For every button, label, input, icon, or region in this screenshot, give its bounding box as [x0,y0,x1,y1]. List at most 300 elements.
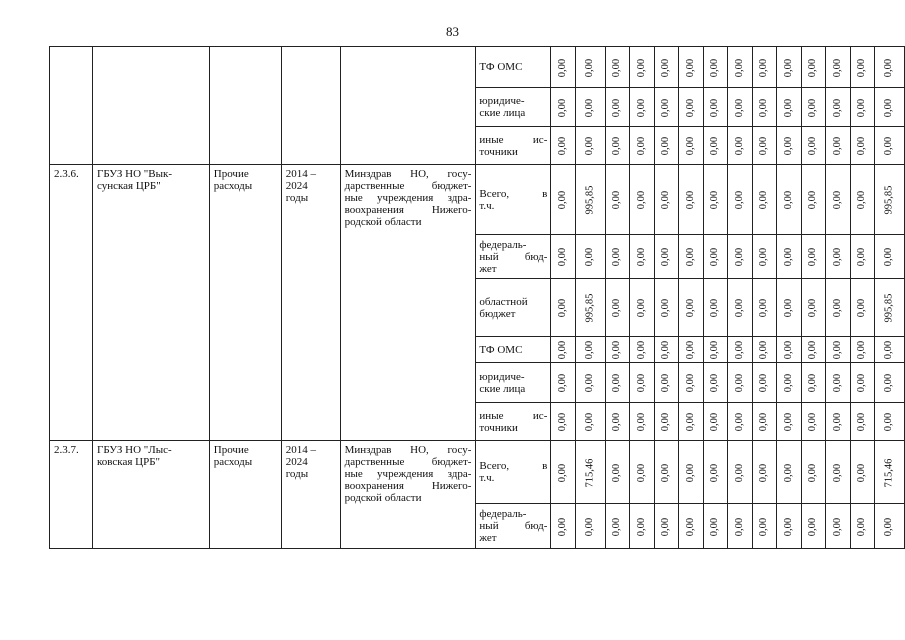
value-cell [875,165,905,235]
value-cell [826,127,850,165]
value-text: 0,00 [782,247,794,267]
value-text: 0,00 [635,98,647,117]
text-line: дарственные бюджет- [344,180,472,192]
value-cell [654,127,678,165]
value-cell [703,504,727,549]
value-text: 0,00 [758,340,770,360]
text-line: 2014 – [285,444,316,456]
value-text: 0,00 [684,247,696,267]
value-cell [703,235,727,279]
value-text: 715,46 [584,458,596,487]
text-line: федераль- [479,508,527,520]
value-cell [630,403,654,441]
value-cell [777,235,801,279]
value-cell [752,165,776,235]
value-cell [679,504,703,549]
value-cell [850,165,874,235]
value-cell [875,337,905,363]
value-cell [875,403,905,441]
value-cell [551,235,575,279]
value-cell [551,165,575,235]
text-line: Всего, в [479,460,548,472]
value-text: 0,00 [807,58,819,77]
value-cell [679,363,703,403]
text-line: Прочие [213,168,249,180]
value-cell [777,88,801,127]
table-row [50,441,905,504]
value-cell [875,88,905,127]
value-text: 0,00 [782,58,794,77]
text-line: федераль- [479,238,527,251]
value-text: 0,00 [660,412,672,432]
value-cell [875,47,905,88]
value-cell [703,441,727,504]
value-cell [575,165,605,235]
text-line: 2024 [285,180,308,192]
value-cell [875,504,905,549]
value-cell [777,504,801,549]
value-cell [575,235,605,279]
value-cell [703,363,727,403]
funding-source-cell [476,88,551,127]
text-line: ные учреждения здра- [344,192,472,204]
value-text: 0,00 [709,98,721,117]
value-text: 995,85 [584,185,596,215]
value-cell [826,403,850,441]
value-text: 0,00 [557,517,569,536]
value-text: 0,00 [635,373,647,393]
value-text: 0,00 [709,298,721,318]
value-cell [630,88,654,127]
value-text: 0,00 [635,190,647,210]
text-line: расходы [213,456,253,468]
value-cell [654,165,678,235]
value-cell [630,337,654,363]
value-text: 0,00 [611,298,623,318]
value-text: 0,00 [733,58,745,77]
value-text: 0,00 [557,373,569,393]
value-text: 0,00 [758,136,770,156]
value-text: 0,00 [856,136,868,156]
value-cell [752,337,776,363]
value-cell [801,235,825,279]
value-cell [752,235,776,279]
value-text: 0,00 [831,373,843,393]
value-cell [679,337,703,363]
value-text: 0,00 [584,373,596,393]
value-cell [703,47,727,88]
value-cell [679,403,703,441]
value-text: 0,00 [758,463,770,482]
period-cell [281,441,340,549]
text-line: Минздрав НО, госу- [344,168,472,180]
value-text: 0,00 [758,58,770,77]
value-text: 0,00 [782,190,794,210]
value-text: 0,00 [831,247,843,267]
value-cell [575,337,605,363]
text-line: родской области [344,492,422,504]
text-line: ТФ ОМС [479,343,523,356]
value-cell [605,363,629,403]
funding-source-cell [476,279,551,337]
value-cell [703,127,727,165]
funding-source-cell [476,235,551,279]
text-line: Прочие [213,444,249,456]
value-cell [801,363,825,403]
value-text: 0,00 [709,190,721,210]
value-cell [826,235,850,279]
value-text: 0,00 [557,463,569,482]
text-line: расходы [213,180,253,192]
value-text: 0,00 [758,517,770,536]
value-cell [630,504,654,549]
value-text: 0,00 [684,373,696,393]
value-text: 0,00 [684,298,696,318]
expense-type-cell [209,165,281,441]
value-text: 0,00 [709,463,721,482]
value-cell [605,165,629,235]
value-cell [777,127,801,165]
funding-source-cell [476,337,551,363]
value-text: 0,00 [611,136,623,156]
value-text: 0,00 [611,373,623,393]
value-text: 0,00 [782,412,794,432]
value-text: 0,00 [831,298,843,318]
value-text: 0,00 [831,412,843,432]
value-cell [826,47,850,88]
value-text: 0,00 [807,412,819,432]
value-text: 0,00 [831,98,843,117]
value-cell [801,504,825,549]
value-text: 0,00 [611,98,623,117]
text-line: т.ч. [479,199,495,212]
value-cell [575,88,605,127]
text-line: ный бюд- [479,520,548,532]
value-text: 0,00 [611,340,623,360]
value-text: 0,00 [709,517,721,536]
value-text: 0,00 [782,98,794,117]
value-cell [679,235,703,279]
value-text: 0,00 [660,190,672,210]
value-cell [575,279,605,337]
text-line: иные ис- [479,409,548,422]
value-text: 0,00 [684,340,696,360]
value-text: 0,00 [807,136,819,156]
text-line: родской области [344,216,422,228]
value-cell [551,47,575,88]
value-text: 0,00 [709,412,721,432]
value-cell [875,127,905,165]
value-cell [801,165,825,235]
value-text: 0,00 [584,136,596,156]
value-text: 0,00 [807,298,819,318]
value-cell [654,504,678,549]
value-cell [826,279,850,337]
value-cell [654,235,678,279]
value-text: 0,00 [611,58,623,77]
value-text: 0,00 [611,463,623,482]
value-cell [703,88,727,127]
value-cell [850,441,874,504]
value-cell [801,47,825,88]
value-text: 0,00 [611,517,623,536]
value-text: 0,00 [883,58,895,77]
value-text: 0,00 [782,517,794,536]
value-text: 0,00 [733,136,745,156]
text-line: Всего, в [479,187,548,200]
value-text: 0,00 [856,58,868,77]
value-text: 0,00 [758,190,770,210]
value-text: 0,00 [635,298,647,318]
funding-source-cell [476,47,551,88]
text-line: областной [479,295,528,308]
value-cell [728,47,752,88]
value-text: 0,00 [709,373,721,393]
value-text: 0,00 [709,58,721,77]
value-text: 0,00 [807,340,819,360]
value-cell [679,88,703,127]
value-cell [777,441,801,504]
value-text: 0,00 [733,98,745,117]
value-text: 0,00 [660,517,672,536]
funding-source-cell [476,504,551,549]
period-cell [281,47,340,165]
value-cell [826,441,850,504]
value-text: 0,00 [733,340,745,360]
value-cell [605,47,629,88]
value-text: 995,85 [883,185,895,215]
value-cell [654,88,678,127]
value-text: 0,00 [584,340,596,360]
funding-source-cell [476,363,551,403]
value-cell [575,441,605,504]
value-text: 0,00 [831,190,843,210]
value-text: 0,00 [684,517,696,536]
value-cell [605,403,629,441]
item-number-cell: 2.3.7. [50,441,93,549]
value-text: 0,00 [660,463,672,482]
value-cell [630,363,654,403]
value-cell [752,47,776,88]
value-cell [703,403,727,441]
value-cell [728,441,752,504]
value-text: 995,85 [883,293,895,323]
value-text: 0,00 [684,136,696,156]
value-text: 0,00 [782,136,794,156]
value-cell [728,337,752,363]
value-cell [551,363,575,403]
value-text: 0,00 [660,247,672,267]
value-text: 0,00 [883,247,895,267]
value-cell [605,279,629,337]
value-text: 0,00 [635,463,647,482]
value-cell [605,441,629,504]
text-line: ковская ЦРБ" [96,456,161,468]
value-text: 0,00 [557,412,569,432]
value-cell [630,279,654,337]
executor-cell [340,441,476,549]
value-cell [850,127,874,165]
value-cell [551,504,575,549]
value-text: 0,00 [807,190,819,210]
value-cell [850,504,874,549]
funding-source-cell [476,403,551,441]
value-cell [575,403,605,441]
value-text: 0,00 [733,412,745,432]
value-text: 0,00 [660,373,672,393]
value-cell [654,279,678,337]
value-text: 0,00 [883,373,895,393]
value-cell [777,403,801,441]
value-cell [801,88,825,127]
value-cell [826,337,850,363]
value-text: 0,00 [831,136,843,156]
value-text: 0,00 [684,463,696,482]
value-text: 0,00 [611,247,623,267]
value-text: 0,00 [782,463,794,482]
value-cell [777,165,801,235]
value-cell [777,47,801,88]
value-text: 0,00 [635,412,647,432]
value-cell [654,403,678,441]
value-cell [801,337,825,363]
value-cell [850,47,874,88]
value-text: 0,00 [684,412,696,432]
text-line: ГБУЗ НО "Вык- [96,168,173,180]
text-line: ГБУЗ НО "Лыс- [96,444,172,456]
value-text: 0,00 [831,463,843,482]
value-text: 0,00 [635,517,647,536]
value-cell [679,127,703,165]
value-text: 0,00 [557,98,569,117]
value-cell [654,337,678,363]
value-text: 0,00 [584,98,596,117]
value-text: 0,00 [733,463,745,482]
institution-name-cell [92,47,209,165]
value-text: 0,00 [709,247,721,267]
executor-cell [340,47,476,165]
value-text: 0,00 [856,247,868,267]
value-cell [630,127,654,165]
value-cell [777,337,801,363]
value-cell [826,363,850,403]
table-row [50,47,905,88]
value-text: 0,00 [733,373,745,393]
text-line: годы [285,468,309,480]
value-cell [850,363,874,403]
value-cell [752,504,776,549]
value-cell [703,279,727,337]
value-cell [728,363,752,403]
value-text: 0,00 [856,517,868,536]
text-line: жет [479,532,497,544]
value-text: 0,00 [831,517,843,536]
value-text: 0,00 [733,247,745,267]
value-cell [826,88,850,127]
value-cell [551,88,575,127]
value-text: 0,00 [856,463,868,482]
value-cell [575,504,605,549]
expense-type-cell [209,47,281,165]
value-text: 0,00 [557,247,569,267]
page-number: 83 [446,24,459,39]
text-line: юридиче- [479,95,525,107]
value-text: 0,00 [758,247,770,267]
value-cell [826,165,850,235]
text-line: ские лица [479,107,526,119]
institution-name-cell [92,441,209,549]
value-cell [703,165,727,235]
value-text: 0,00 [883,340,895,360]
value-cell [752,363,776,403]
value-cell [605,504,629,549]
value-text: 0,00 [635,340,647,360]
value-cell [679,165,703,235]
value-text: 0,00 [660,298,672,318]
value-cell [551,127,575,165]
value-cell [850,403,874,441]
text-line: ские лица [479,382,526,395]
value-cell [703,337,727,363]
value-cell [551,337,575,363]
value-text: 0,00 [856,412,868,432]
value-cell [752,127,776,165]
text-line: точники [479,421,518,434]
executor-cell [340,165,476,441]
value-text: 0,00 [856,98,868,117]
value-text: 0,00 [807,98,819,117]
value-cell [654,363,678,403]
value-text: 0,00 [557,298,569,318]
value-cell [777,363,801,403]
value-text: 0,00 [733,298,745,318]
value-cell [630,441,654,504]
value-cell [679,441,703,504]
value-text: 0,00 [557,340,569,360]
value-text: 0,00 [635,136,647,156]
value-text: 0,00 [660,340,672,360]
value-cell [551,441,575,504]
value-cell [801,279,825,337]
value-cell [875,279,905,337]
value-text: 0,00 [584,517,596,536]
value-text: 715,46 [883,458,895,487]
text-line: ТФ ОМС [479,61,523,73]
value-cell [575,47,605,88]
value-cell [728,88,752,127]
value-text: 0,00 [733,517,745,536]
value-cell [654,47,678,88]
value-cell [801,441,825,504]
value-text: 0,00 [807,373,819,393]
value-text: 0,00 [684,190,696,210]
value-text: 0,00 [709,340,721,360]
value-text: 0,00 [782,298,794,318]
value-text: 0,00 [584,412,596,432]
text-line: воохранения Нижего- [344,204,472,216]
value-cell [728,235,752,279]
value-text: 0,00 [807,517,819,536]
value-text: 0,00 [709,136,721,156]
value-text: 0,00 [660,136,672,156]
value-cell [850,235,874,279]
value-text: 0,00 [758,98,770,117]
value-cell [575,127,605,165]
value-text: 0,00 [557,136,569,156]
value-cell [777,279,801,337]
expense-type-cell [209,441,281,549]
value-text: 0,00 [660,58,672,77]
